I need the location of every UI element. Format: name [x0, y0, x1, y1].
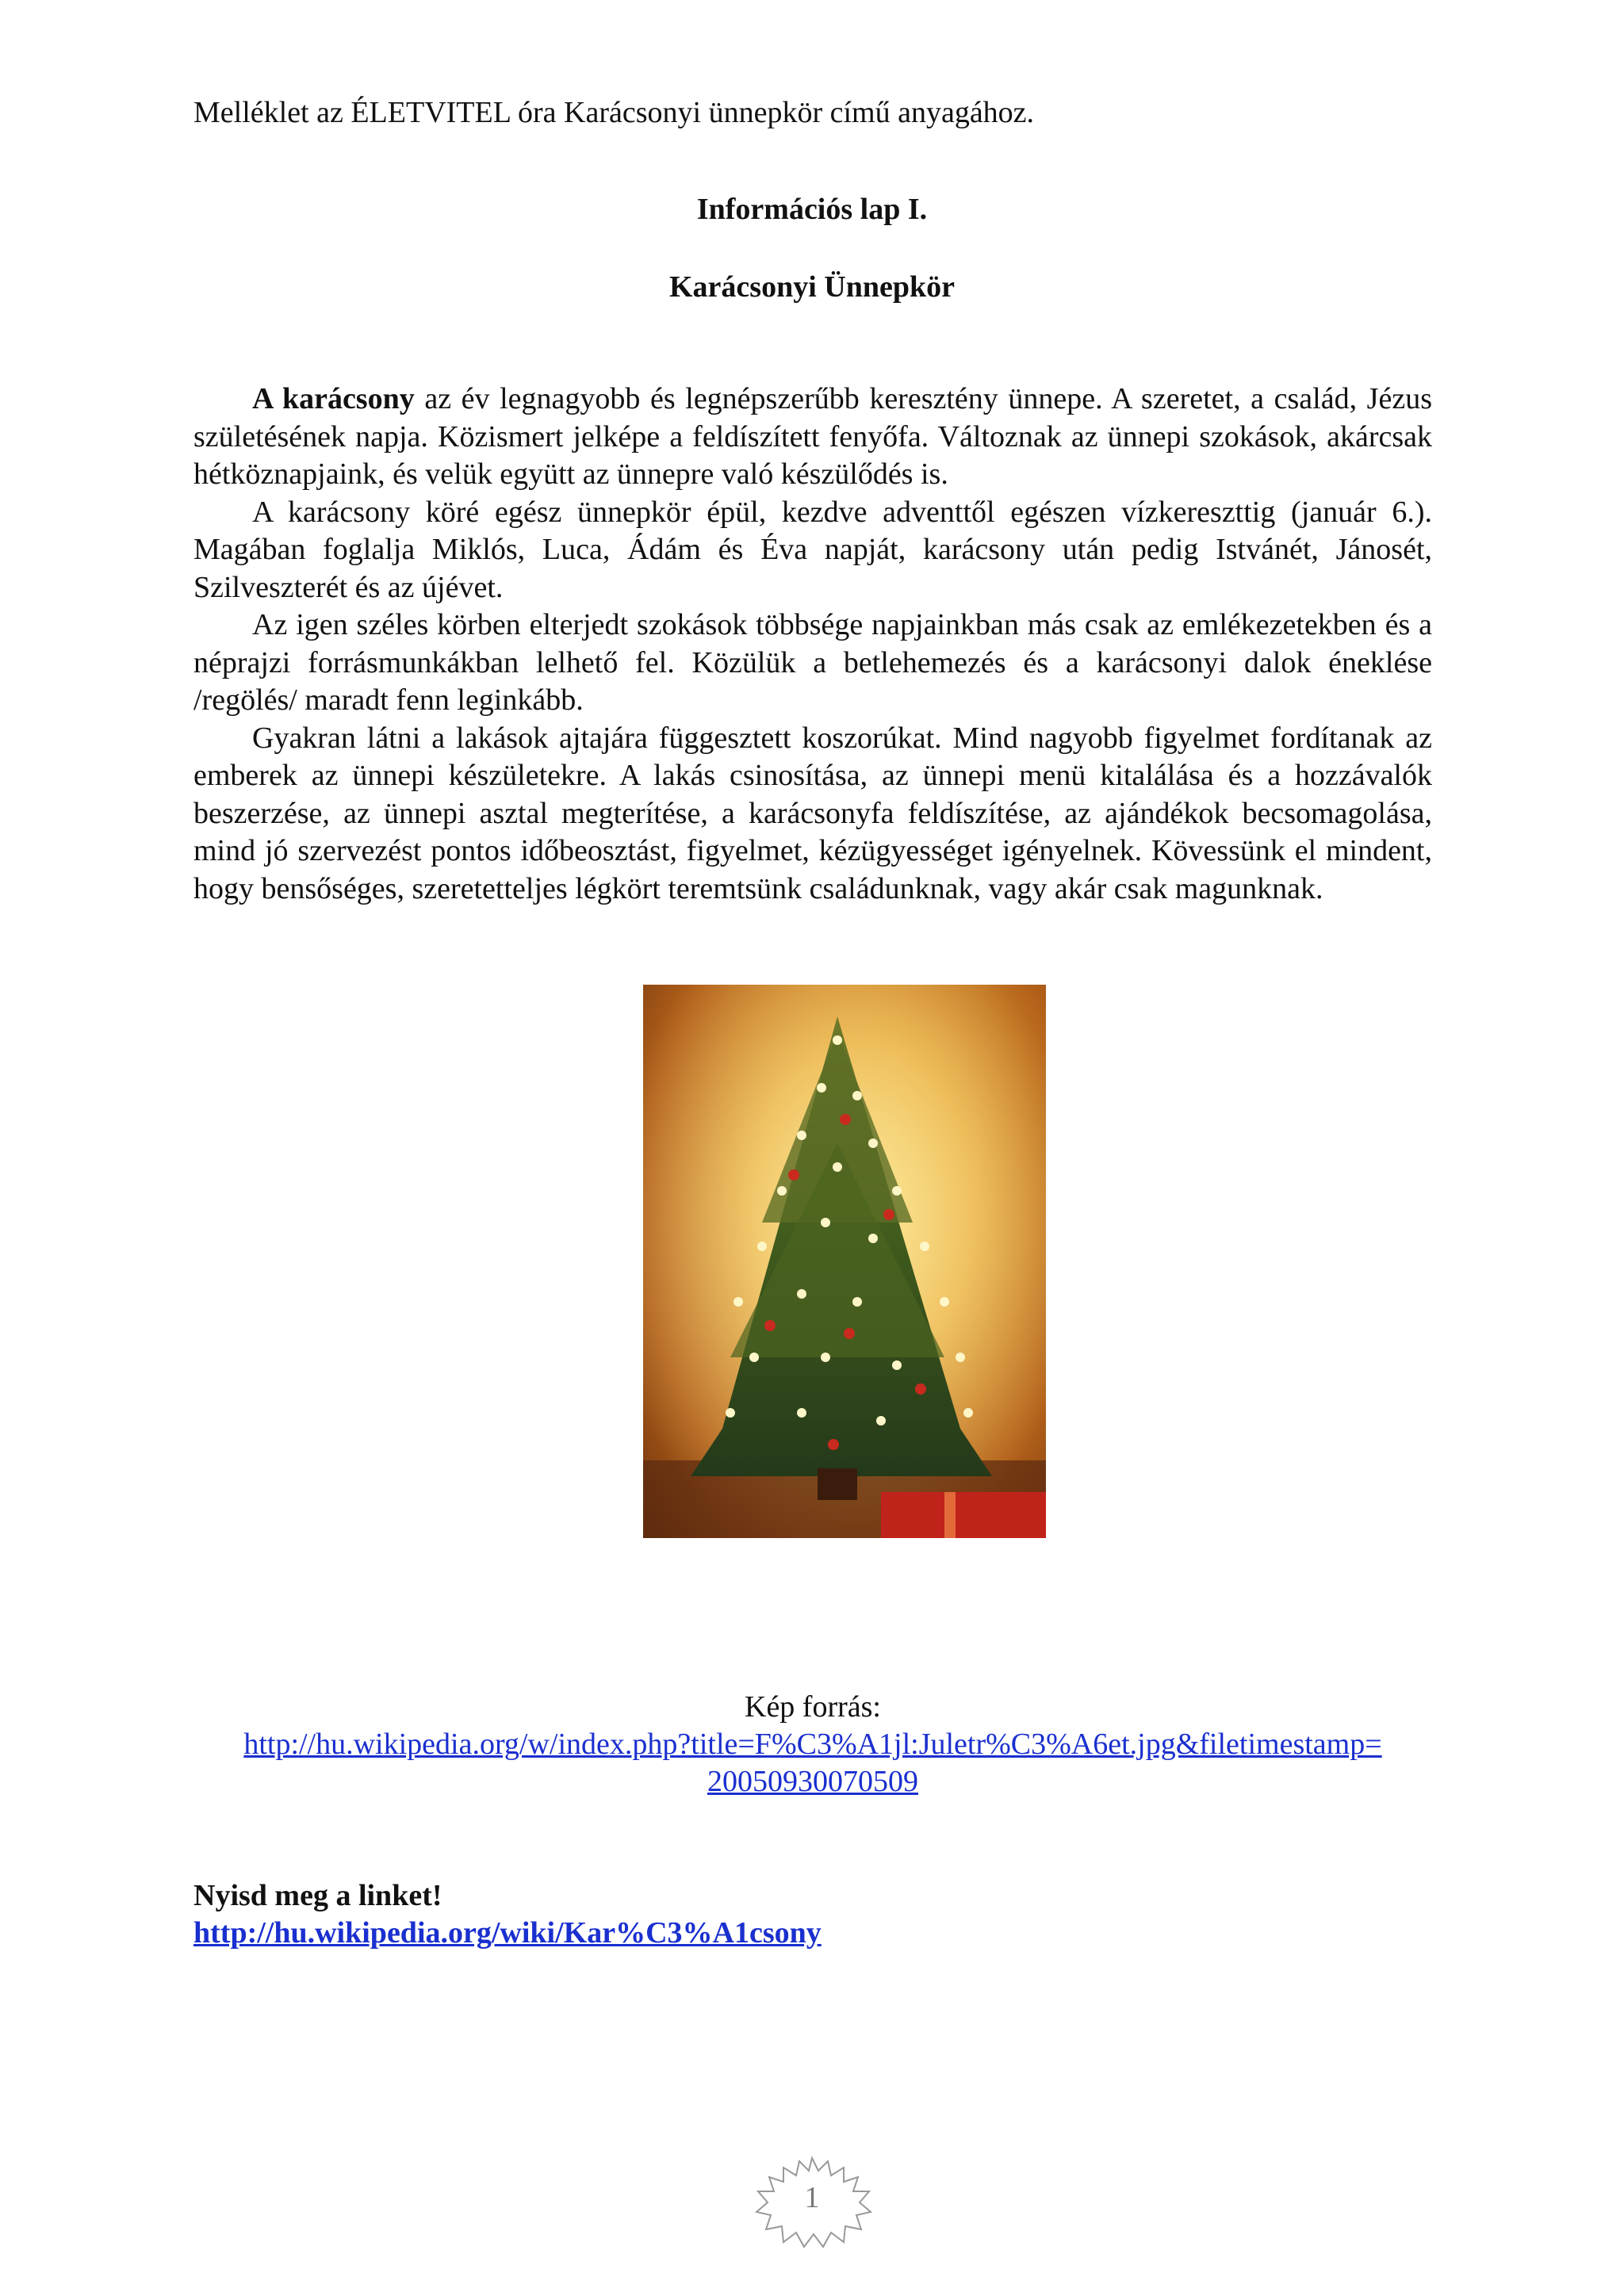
wikipedia-link[interactable]: http://hu.wikipedia.org/wiki/Kar%C3%A1csony [193, 1916, 822, 1950]
paragraph-4: Gyakran látni a lakások ajtajára függesztett koszorúkat. Mind nagyobb figyelmet fordítanak az emberek az ünnepi készületekre. A lakás csinosítása, az ünnepi menü kitalálása és a hozzávalók beszerzése, az ünnepi asztal megterítése, a karácsonyfa feldíszítése, az ajándékok becsomagolása, mind jó szervezést pontos időbeosztást, figyelmet, kézügyességet igényelnek. Kövessünk el mindent, hogy bensőséges, szeretetteljes légkört teremtsünk családunknak, vagy akár csak magunknak. [193, 721, 1432, 905]
paragraph-2: A karácsony köré egész ünnepkör épül, kezdve adventtől egészen vízkereszttig (január 6.). Magában foglalja Miklós, Luca, Ádám és Éva napját, karácsony után pedig Istvánét, Jánosét, Szilveszterét és az újévet. [193, 495, 1432, 604]
christmas-tree-photo [643, 985, 1046, 1538]
topic-title: Karácsonyi Ünnepkör [669, 270, 955, 304]
info-sheet-title: Információs lap I. [696, 193, 928, 226]
page-number-badge [745, 2155, 879, 2250]
image-source-label: Kép forrás: [745, 1690, 881, 1724]
image-source-link[interactable] [193, 1726, 1432, 1800]
body-text [193, 381, 1432, 908]
paragraph-1-text: az év legnagyobb és legnépszerűbb keresztény ünnepe. A szeretet, a család, Jézus születésének napja. Közismert jelképe a feldíszített fenyőfa. Változnak az ünnepi szokások, akárcsak hétköznapjaink, és velük együtt az ünnepre való készülődés is. [193, 382, 1432, 491]
christmas-tree-illustration [643, 985, 1046, 1538]
wikipedia-link-wrapper[interactable] [193, 1915, 822, 1952]
paragraph-1 [193, 381, 1432, 494]
page-number: 1 [804, 2181, 820, 2214]
open-link-title: Nyisd meg a linket! [193, 1879, 442, 1912]
paragraph-3: Az igen széles körben elterjedt szokások többsége napjainkban más csak az emlékezetekben és a néprajzi forrásmunkákban lelhető fel. Közülük a betlehemezés és a karácsonyi dalok éneklése /regölés/ maradt fenn leginkább. [193, 608, 1432, 717]
paragraph-1-bold: A karácsony [252, 382, 415, 415]
attachment-note: Melléklet az ÉLETVITEL óra Karácsonyi ünnepkör című anyagához. [193, 96, 1035, 129]
image-source-link-line1[interactable]: http://hu.wikipedia.org/w/index.php?title=F%C3%A1jl:Juletr%C3%A6et.jpg&filetimestamp= [243, 1728, 1382, 1761]
image-source-link-line2[interactable]: 20050930070509 [707, 1765, 918, 1798]
